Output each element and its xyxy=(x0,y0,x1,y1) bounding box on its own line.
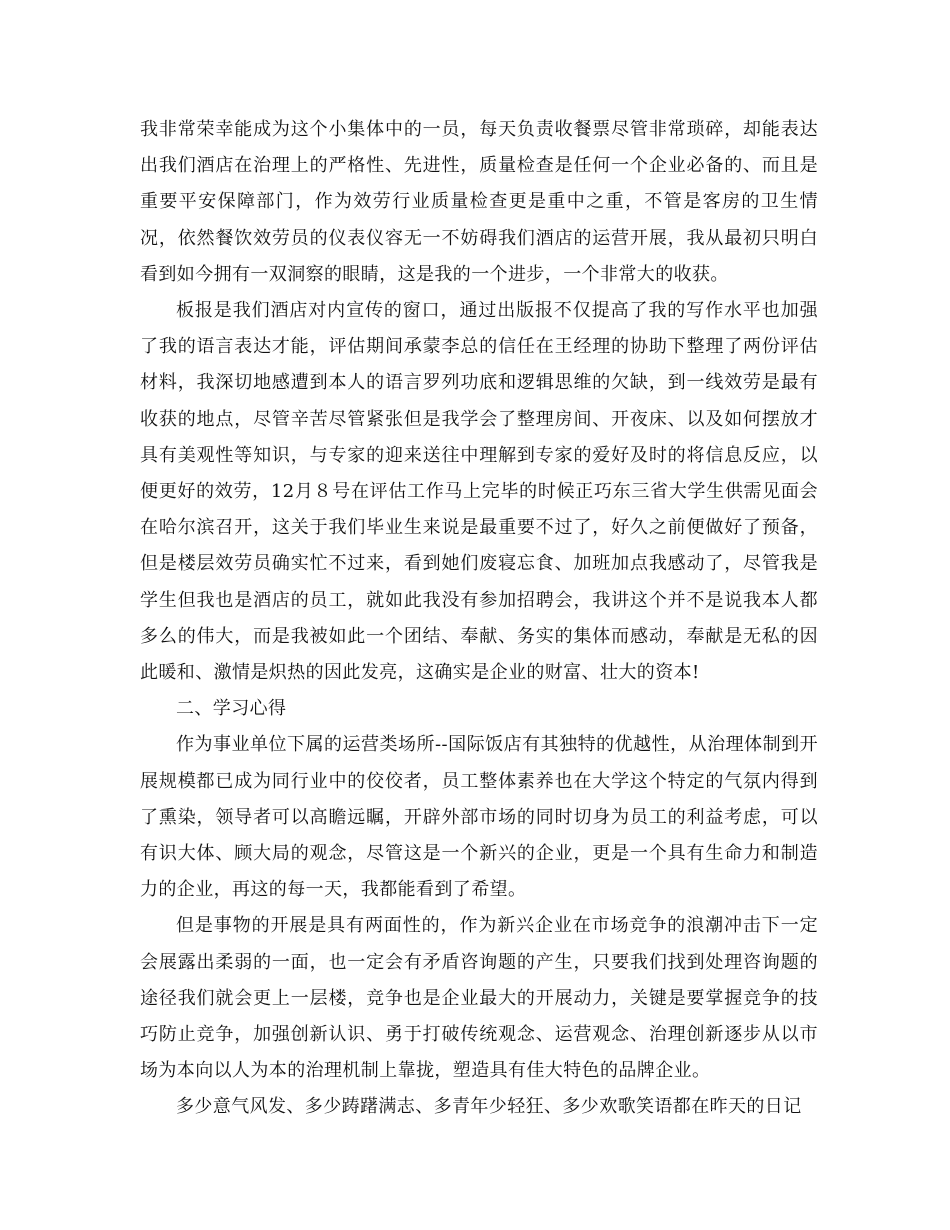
document-body xyxy=(140,112,818,1126)
paragraph-hotel-advantages: 作为事业单位下属的运营类场所--国际饭店有其独特的优越性，从治理体制到开展规模都已成为同行业中的佼佼者，员工整体素养也在大学这个特定的气氛内得到了熏染，领导者可以高瞻远瞩，开辟外部市场的同时切身为员工的利益考虑，可以有识大体、顾大局的观念，尽管这是一个新兴的企业，更是一个具有生命力和制造力的企业，再这的每一天，我都能看到了希望。 xyxy=(140,734,818,901)
paragraph-closing: 多少意气风发、多少踌躇满志、多青年少轻狂、多少欢歌笑语都在昨天的日记 xyxy=(176,1096,802,1118)
section-heading-study: 二、学习心得 xyxy=(176,698,287,720)
paragraph-meal-ticket: 我非常荣幸能成为这个小集体中的一员，每天负责收餐票尽管非常琐碎，却能表达出我们酒店在治理上的严格性、先进性，质量检查是任何一个企业必备的、而且是重要平安保障部门，作为效劳行业质量检查更是重中之重，不管是客房的卫生情况，依然餐饮效劳员的仪表仪容无一不妨碍我们酒店的运营开展，我从最初只明白看到如今拥有一双洞察的眼睛，这是我的一个进步，一个非常大的收获。 xyxy=(140,119,818,285)
paragraph-blackboard: 板报是我们酒店对内宣传的窗口，通过出版报不仅提高了我的写作水平也加强了我的语言表达才能，评估期间承蒙李总的信任在王经理的协助下整理了两份评估材料，我深切地感遭到本人的语言罗列功底和逻辑思维的欠缺，到一线效劳是最有收获的地点，尽管辛苦尽管紧张但是我学会了整理房间、开夜床、以及如何摆放才具有美观性等知识，与专家的迎来送往中理解到专家的爱好及时的将信息反应，以便更好的效劳，12月８号在评估工作马上完毕的时候正巧东三省大学生供需见面会在哈尔滨召开，这关于我们毕业生来说是最重要不过了，好久之前便做好了预备，但是楼层效劳员确实忙不过来，看到她们废寝忘食、加班加点我感动了，尽管我是学生但我也是酒店的员工，就如此我没有参加招聘会，我讲这个并不是说我本人都多么的伟大，而是我被如此一个团结、奉献、务实的集体而感动，奉献是无私的因此暖和、激情是炽热的因此发亮，这确实是企业的财富、壮大的资本! xyxy=(140,300,818,684)
paragraph-competition: 但是事物的开展是具有两面性的，作为新兴企业在市场竞争的浪潮冲击下一定会展露出柔弱的一面，也一定会有矛盾咨询题的产生，只要我们找到处理咨询题的途径我们就会更上一层楼，竞争也是企业最大的开展动力，关键是要掌握竞争的技巧防止竞争，加强创新认识、勇于打破传统观念、运营观念、治理创新逐步从以市场为本向以人为本的治理机制上靠拢，塑造具有佳大特色的品牌企业。 xyxy=(140,915,818,1082)
